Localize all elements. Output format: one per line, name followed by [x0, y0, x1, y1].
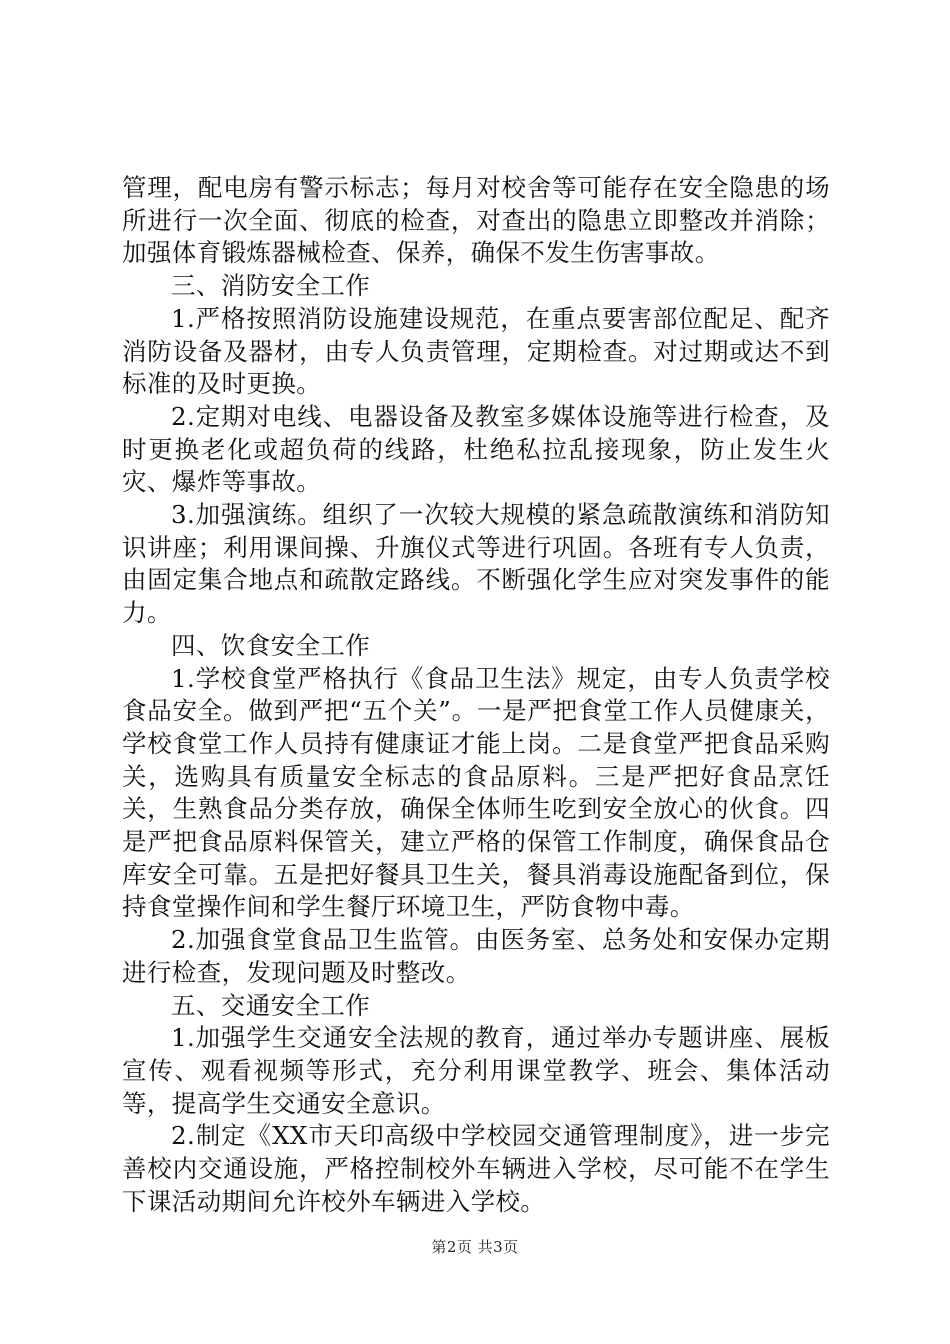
paragraph: 1.加强学生交通安全法规的教育，通过举办专题讲座、展板宣传、观看视频等形式，充分利用课堂教学、班会、集体活动等，提高学生交通安全意识。	[122, 1023, 830, 1118]
document-body	[122, 172, 830, 1219]
paragraph: 2.制定《XX市天印高级中学校园交通管理制度》，进一步完善校内交通设施，严格控制校外车辆进入学校，尽可能不在学生下课活动期间允许校外车辆进入学校。	[122, 1121, 830, 1216]
paragraph: 2.加强食堂食品卫生监管。由医务室、总务处和安保办定期进行检查，发现问题及时整改。	[122, 925, 830, 987]
paragraph: 1.严格按照消防设施建设规范，在重点要害部位配足、配齐消防设备及器材，由专人负责管理，定期检查。对过期或达不到标准的及时更换。	[122, 303, 830, 399]
paragraph: 1.学校食堂严格执行《食品卫生法》规定，由专人负责学校食品安全。做到严把“五个关”。一是严把食堂工作人员健康关，学校食堂工作人员持有健康证才能上岗。二是食堂严把食品采购关，选购具有质量安全标志的食品原料。三是严把好食品烹饪关，生熟食品分类存放，确保全体师生吃到安全放心的伙食。四是严把食品原料保管关，建立严格的保管工作制度，确保食品仓库安全可靠。五是把好餐具卫生关，餐具消毒设施配备到位，保持食堂操作间和学生餐厅环境卫生，严防食物中毒。	[122, 663, 830, 922]
paragraph: 2.定期对电线、电器设备及教室多媒体设施等进行检查，及时更换老化或超负荷的线路，杜绝私拉乱接现象，防止发生火灾、爆炸等事故。	[122, 401, 830, 497]
paragraph: 3.加强演练。组织了一次较大规模的紧急疏散演练和消防知识讲座；利用课间操、升旗仪式等进行巩固。各班有专人负责，由固定集合地点和疏散定路线。不断强化学生应对突发事件的能力。	[122, 500, 830, 628]
section-heading-fire-safety: 三、消防安全工作	[171, 271, 371, 301]
section-heading-traffic-safety: 五、交通安全工作	[171, 990, 371, 1020]
paragraph: 管理，配电房有警示标志；每月对校舍等可能存在安全隐患的场所进行一次全面、彻底的检查，对查出的隐患立即整改并消除；加强体育锻炼器械检查、保养，确保不发生伤害事故。	[122, 173, 830, 268]
page-number-footer: 第2页 共3页	[431, 1238, 519, 1256]
section-heading-food-safety: 四、饮食安全工作	[171, 630, 371, 660]
